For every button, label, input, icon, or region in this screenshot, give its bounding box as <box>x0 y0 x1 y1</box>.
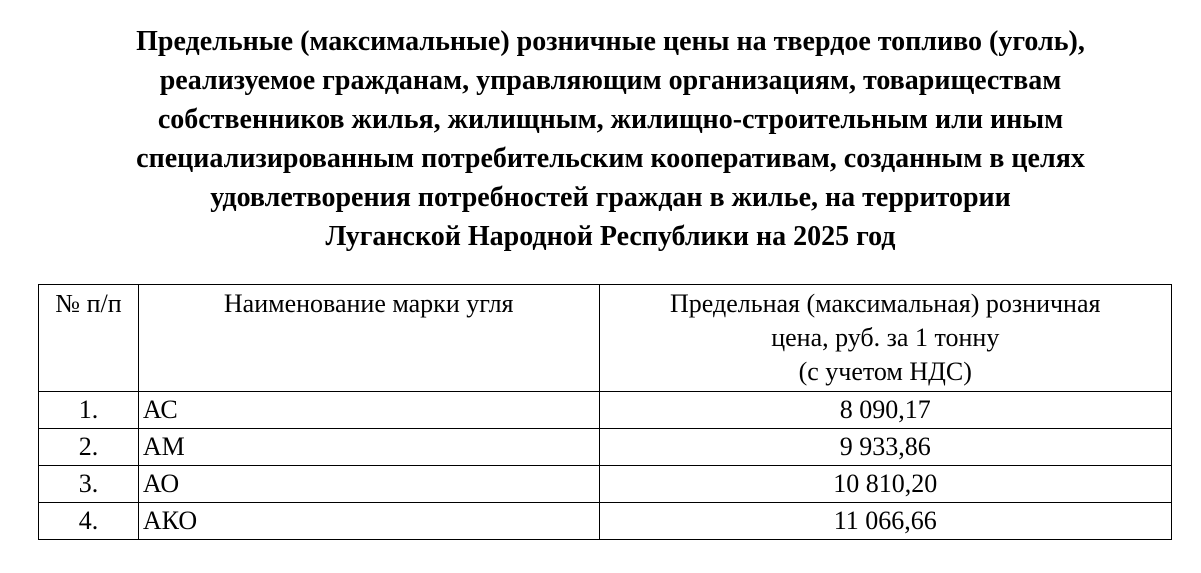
row-number: 3. <box>39 466 139 503</box>
title-line: реализуемое гражданам, управляющим организациям, товариществам <box>159 65 1062 96</box>
header-coal-grade: Наименование марки угля <box>138 285 599 392</box>
header-price-line: Предельная (максимальная) розничная <box>670 289 1101 318</box>
table-row <box>39 429 1172 466</box>
table-row <box>39 392 1172 429</box>
price-table <box>38 284 1172 540</box>
title-line: собственников жилья, жилищным, жилищно-строительным или иным <box>157 104 1064 135</box>
row-price: 10 810,20 <box>599 466 1171 503</box>
row-coal-grade: АС <box>138 392 599 429</box>
document-title <box>40 22 1181 256</box>
header-price <box>599 285 1171 392</box>
table-header-row <box>39 285 1172 392</box>
row-coal-grade: АКО <box>138 503 599 540</box>
row-number: 1. <box>39 392 139 429</box>
row-number: 4. <box>39 503 139 540</box>
row-number: 2. <box>39 429 139 466</box>
row-coal-grade: АМ <box>138 429 599 466</box>
header-price-line: (с учетом НДС) <box>798 357 972 386</box>
row-price: 8 090,17 <box>599 392 1171 429</box>
row-price: 11 066,66 <box>599 503 1171 540</box>
title-line: специализированным потребительским кооперативам, созданным в целях <box>136 143 1085 174</box>
header-price-line: цена, руб. за 1 тонну <box>771 323 1000 352</box>
row-price: 9 933,86 <box>599 429 1171 466</box>
title-line: удовлетворения потребностей граждан в жилье, на территории <box>210 182 1011 213</box>
title-line: Луганской Народной Республики на 2025 год <box>325 221 896 252</box>
table-row <box>39 466 1172 503</box>
header-number: № п/п <box>39 285 139 392</box>
table-row <box>39 503 1172 540</box>
row-coal-grade: АО <box>138 466 599 503</box>
title-line: Предельные (максимальные) розничные цены на твердое топливо (уголь), <box>136 26 1085 57</box>
